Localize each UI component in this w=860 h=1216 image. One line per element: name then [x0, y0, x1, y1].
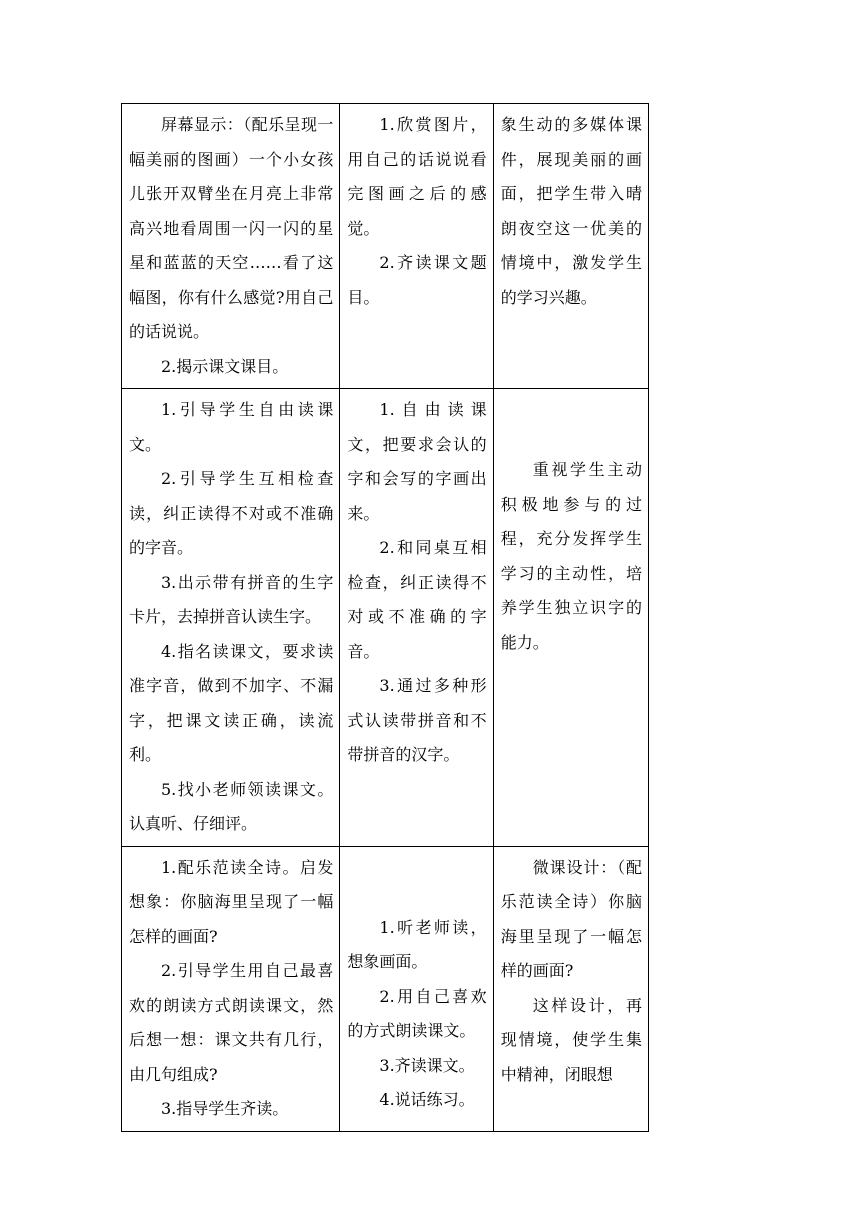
table-row — [122, 104, 649, 389]
table-row — [122, 389, 649, 847]
teacher-activity-cell — [122, 104, 340, 389]
paragraph: 1.听老师读，想象画面。 — [347, 917, 487, 971]
paragraph: 屏幕显示：（配乐呈现一幅美丽的图画）一个小女孩儿张开双臂坐在月亮上非常高兴地看周围一闪一闪的星星和蓝蓝的天空……看了这幅图，你有什么感觉?用自己的话说说。 — [129, 115, 334, 341]
student-activity-cell — [340, 389, 493, 847]
paragraph: 2.揭示课文课目。 — [161, 356, 289, 376]
paragraph: 微课设计：（配乐范读全诗）你脑海里呈现了一幅怎样的画面? — [500, 857, 642, 980]
paragraph: 这样设计，再现情境，使学生集中精神，闭眼想 — [500, 995, 642, 1084]
design-intent-cell — [493, 389, 648, 847]
lesson-plan-table — [121, 103, 649, 1132]
student-activity-cell — [340, 104, 493, 389]
design-intent-cell — [493, 846, 648, 1131]
paragraph: 1.配乐范读全诗。启发想象：你脑海里呈现了一幅怎样的画面? — [129, 857, 334, 946]
paragraph: 2.用自己喜欢的方式朗读课文。 — [347, 986, 487, 1040]
paragraph: 4.指名读课文，要求读准字音，做到不加字、不漏字，把课文读正确，读流利。 — [129, 641, 334, 764]
paragraph: 3.指导学生齐读。 — [161, 1099, 289, 1118]
paragraph: 象生动的多媒体课件，展现美丽的画面，把学生带入晴朗夜空这一优美的情境中，激发学生的学习兴趣。 — [500, 115, 642, 307]
paragraph: 5.找小老师领读课文。认真听、仔细评。 — [129, 779, 334, 833]
spacer — [347, 851, 486, 911]
paragraph: 2.和同桌互相检查，纠正读得不对或不准确的字音。 — [347, 538, 487, 661]
paragraph: 1.欣赏图片，用自己的话说说看完图画之后的感觉。 — [347, 115, 487, 238]
teacher-activity-cell — [122, 389, 340, 847]
paragraph: 3.通过多种形式认读带拼音和不带拼音的汉字。 — [347, 676, 487, 764]
design-intent-cell — [493, 104, 648, 389]
paragraph: 2.引导学生用自己最喜欢的朗读方式朗读课文，然后想一想：课文共有几行，由几句组成? — [129, 961, 334, 1084]
paragraph: 2.齐读课文题目。 — [347, 253, 487, 307]
student-activity-cell — [340, 846, 493, 1131]
paragraph: 3.出示带有拼音的生字卡片，去掉拼音认读生字。 — [129, 572, 334, 626]
table-row — [122, 846, 649, 1131]
paragraph: 重视学生主动积极地参与的过程，充分发挥学生学习的主动性，培养学生独立识字的能力。 — [500, 460, 642, 652]
paragraph: 3.齐读课文。 — [379, 1055, 475, 1075]
paragraph: 4.说话练习。 — [379, 1090, 475, 1109]
spacer — [501, 393, 642, 453]
teacher-activity-cell — [122, 846, 340, 1131]
paragraph: 1.自由读课文，把要求会认的字和会写的字画出来。 — [347, 400, 487, 523]
paragraph: 2.引导学生互相检查读，纠正读得不对或不准确的字音。 — [129, 469, 334, 557]
paragraph: 1.引导学生自由读课文。 — [129, 400, 334, 454]
